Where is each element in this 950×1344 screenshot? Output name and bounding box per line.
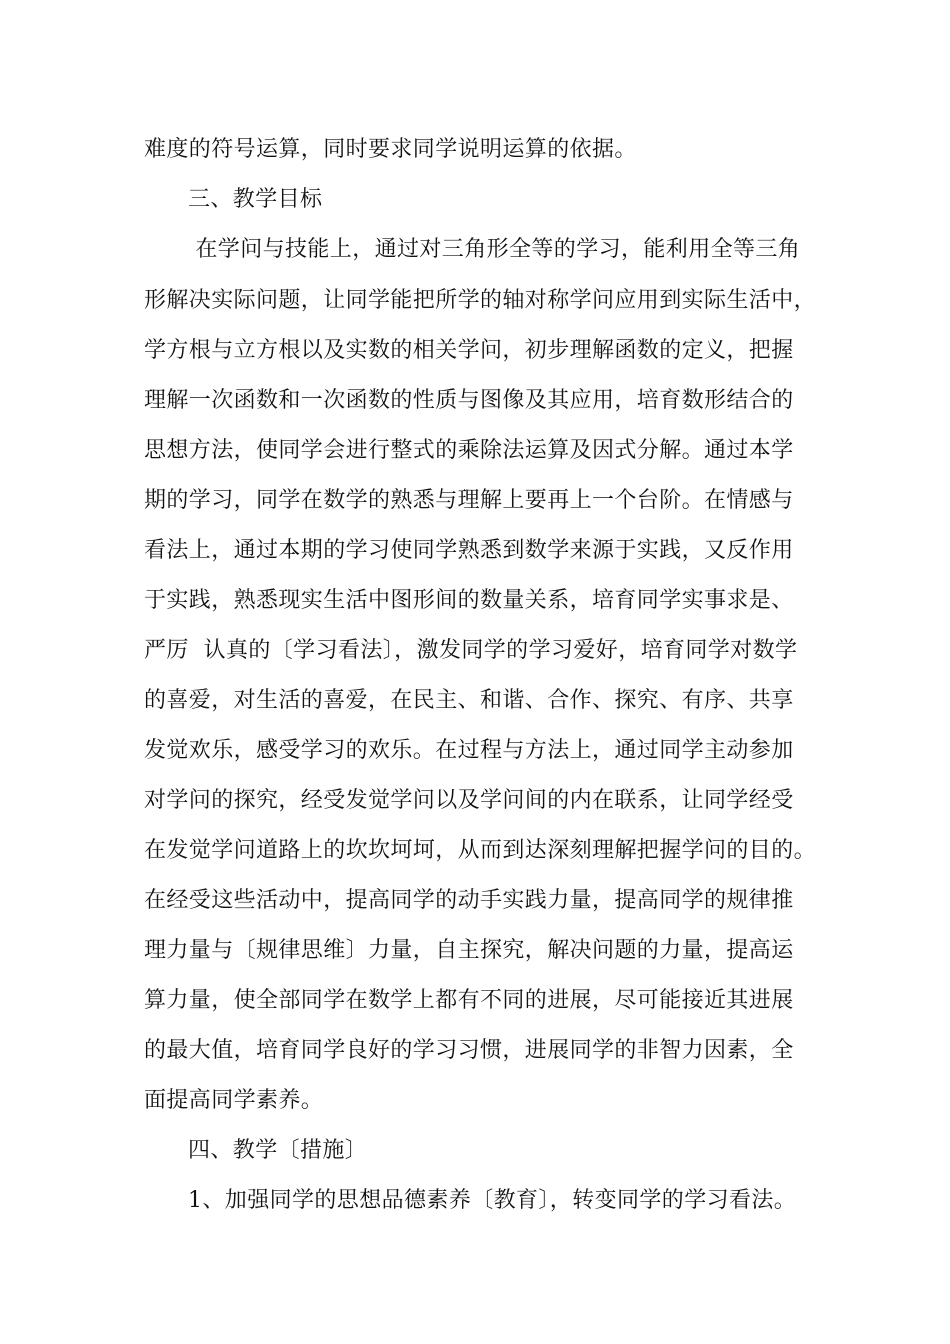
- text-line: 理力量与〔规律思维〕力量，自主探究，解决问题的力量，提高运: [144, 938, 794, 963]
- text-line: 期的学习，同学在数学的熟悉与理解上要再上一个台阶。在情感与: [144, 488, 794, 513]
- section-heading: 四、教学〔措施〕: [188, 1138, 368, 1163]
- text-line: 在学问与技能上，通过对三角形全等的学习，能利用全等三角: [188, 237, 801, 262]
- text-line: 思想方法，使同学会进行整式的乘除法运算及因式分解。通过本学: [144, 438, 794, 463]
- section-heading: 三、教学目标: [188, 187, 323, 212]
- text-line: 算力量，使全部同学在数学上都有不同的进展，尽可能接近其进展: [144, 988, 794, 1013]
- text-line: 面提高同学素养。: [144, 1088, 324, 1113]
- text-line: 形解决实际问题，让同学能把所学的轴对称学问应用到实际生活中，: [144, 288, 817, 313]
- text-line: 难度的符号运算，同时要求同学说明运算的依据。: [144, 137, 637, 162]
- text-line: 理解一次函数和一次函数的性质与图像及其应用，培育数形结合的: [144, 388, 794, 413]
- text-line: 在发觉学问道路上的坎坎坷坷，从而到达深刻理解把握学问的目的。: [144, 838, 817, 863]
- text-line: 严厉 认真的〔学习看法〕，激发同学的学习爱好，培育同学对数学: [144, 638, 798, 663]
- text-line: 对学问的探究，经受发觉学问以及学问间的内在联系，让同学经受: [144, 788, 794, 813]
- text-line: 的最大值，培育同学良好的学习习惯，进展同学的非智力因素，全: [144, 1038, 794, 1063]
- text-line: 发觉欢乐，感受学习的欢乐。在过程与方法上，通过同学主动参加: [144, 738, 794, 763]
- text-line: 的喜爱，对生活的喜爱，在民主、和谐、合作、探究、有序、共享: [144, 688, 794, 713]
- text-line: 学方根与立方根以及实数的相关学问，初步理解函数的定义，把握: [144, 338, 794, 363]
- text-line: 看法上，通过本期的学习使同学熟悉到数学来源于实践，又反作用: [144, 538, 794, 563]
- text-line: 于实践，熟悉现实生活中图形间的数量关系，培育同学实事求是、: [144, 588, 794, 613]
- text-line: 在经受这些活动中，提高同学的动手实践力量，提高同学的规律推: [144, 888, 794, 913]
- text-line: 1、加强同学的思想品德素养〔教育〕，转变同学的学习看法。: [188, 1188, 797, 1213]
